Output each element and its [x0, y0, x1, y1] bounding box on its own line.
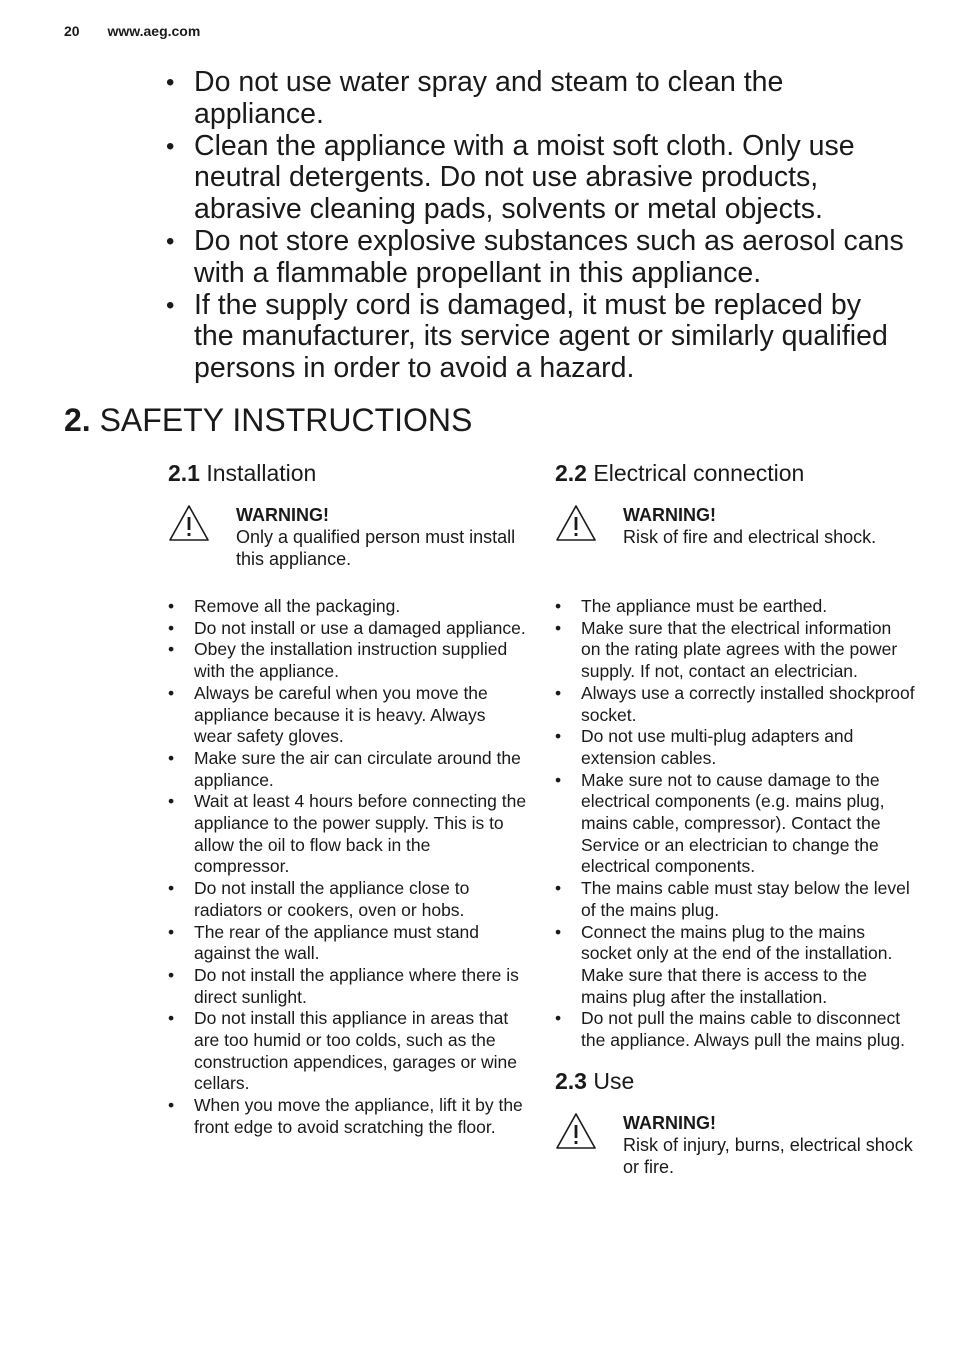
warning-text-block	[623, 504, 913, 548]
list-item: • The mains cable must stay below the level of the mains plug.	[555, 878, 915, 921]
subsection-title: Electrical connection	[593, 460, 805, 486]
subsection-number: 2.3	[555, 1067, 587, 1094]
warning-text-block	[623, 1112, 913, 1178]
subsection-title: Installation	[206, 460, 317, 486]
list-item: • Always be careful when you move the appliance because it is heavy. Always wear safety gloves.	[168, 683, 528, 748]
section-title-text: SAFETY INSTRUCTIONS	[99, 402, 473, 438]
list-item: • The appliance must be earthed.	[555, 596, 915, 618]
use-section	[555, 1066, 915, 1178]
section-number: 2.	[64, 402, 91, 438]
list-item: • When you move the appliance, lift it by the front edge to avoid scratching the floor.	[168, 1095, 528, 1138]
list-item: • If the supply cord is damaged, it must be replaced by the manufacturer, its service agent or similarly qualified persons in order to avoid a hazard.	[166, 290, 906, 385]
care-instructions-list	[166, 67, 906, 385]
installation-heading	[168, 458, 528, 488]
installation-list	[168, 596, 528, 1139]
list-item: • The rear of the appliance must stand against the wall.	[168, 922, 528, 965]
list-item: • Wait at least 4 hours before connecting the appliance to the power supply. This is to allow the oil to flow back in the compressor.	[168, 791, 528, 878]
subsection-number: 2.2	[555, 460, 587, 486]
list-item: • Do not install or use a damaged appliance.	[168, 618, 528, 640]
list-item: • Do not use water spray and steam to clean the appliance.	[166, 67, 906, 131]
electrical-warning	[555, 504, 915, 570]
electrical-list	[555, 596, 915, 1052]
warning-icon	[555, 504, 597, 542]
list-item: • Do not pull the mains cable to disconnect the appliance. Always pull the mains plug.	[555, 1008, 915, 1051]
list-item: • Obey the installation instruction supplied with the appliance.	[168, 639, 528, 682]
installation-column	[168, 458, 528, 1139]
warning-icon	[555, 1112, 597, 1150]
list-item: • Connect the mains plug to the mains socket only at the end of the installation. Make sure that there is access to the mains plug after the installation.	[555, 922, 915, 1009]
list-item: • Do not use multi-plug adapters and extension cables.	[555, 726, 915, 769]
warning-text: Risk of injury, burns, electrical shock or fire.	[623, 1134, 913, 1177]
list-item: • Make sure that the electrical information on the rating plate agrees with the power supply. If not, contact an electrician.	[555, 618, 915, 683]
warning-title: WARNING!	[236, 505, 329, 525]
list-item: • Do not install this appliance in areas that are too humid or too colds, such as the construction appendices, garages or wine cellars.	[168, 1008, 528, 1095]
use-heading	[555, 1066, 915, 1096]
list-item: • Clean the appliance with a moist soft cloth. Only use neutral detergents. Do not use abrasive products, abrasive cleaning pads, solvents or metal objects.	[166, 131, 906, 226]
subsection-title: Use	[593, 1067, 635, 1094]
subsection-number: 2.1	[168, 460, 200, 486]
use-warning	[555, 1112, 915, 1178]
section-title	[64, 400, 472, 440]
list-item: • Do not install the appliance where there is direct sunlight.	[168, 965, 528, 1008]
list-item: • Always use a correctly installed shockproof socket.	[555, 683, 915, 726]
warning-title: WARNING!	[623, 505, 716, 525]
page-header	[64, 23, 200, 39]
electrical-column	[555, 458, 915, 1178]
list-item: • Do not store explosive substances such as aerosol cans with a flammable propellant in this appliance.	[166, 226, 906, 290]
warning-title: WARNING!	[623, 1112, 716, 1133]
list-item: • Do not install the appliance close to radiators or cookers, oven or hobs.	[168, 878, 528, 921]
page-number: 20	[64, 23, 80, 39]
warning-text: Risk of fire and electrical shock.	[623, 527, 877, 547]
website-url: www.aeg.com	[107, 23, 201, 39]
electrical-heading	[555, 458, 915, 488]
list-item: • Make sure the air can circulate around the appliance.	[168, 748, 528, 791]
warning-icon	[168, 504, 210, 542]
list-item: • Make sure not to cause damage to the electrical components (e.g. mains plug, mains cable, compressor). Contact the Service or an electrician to change the electrical components.	[555, 770, 915, 879]
warning-text-block	[236, 504, 526, 570]
warning-text: Only a qualified person must install this appliance.	[236, 527, 516, 569]
installation-warning	[168, 504, 528, 570]
list-item: • Remove all the packaging.	[168, 596, 528, 618]
